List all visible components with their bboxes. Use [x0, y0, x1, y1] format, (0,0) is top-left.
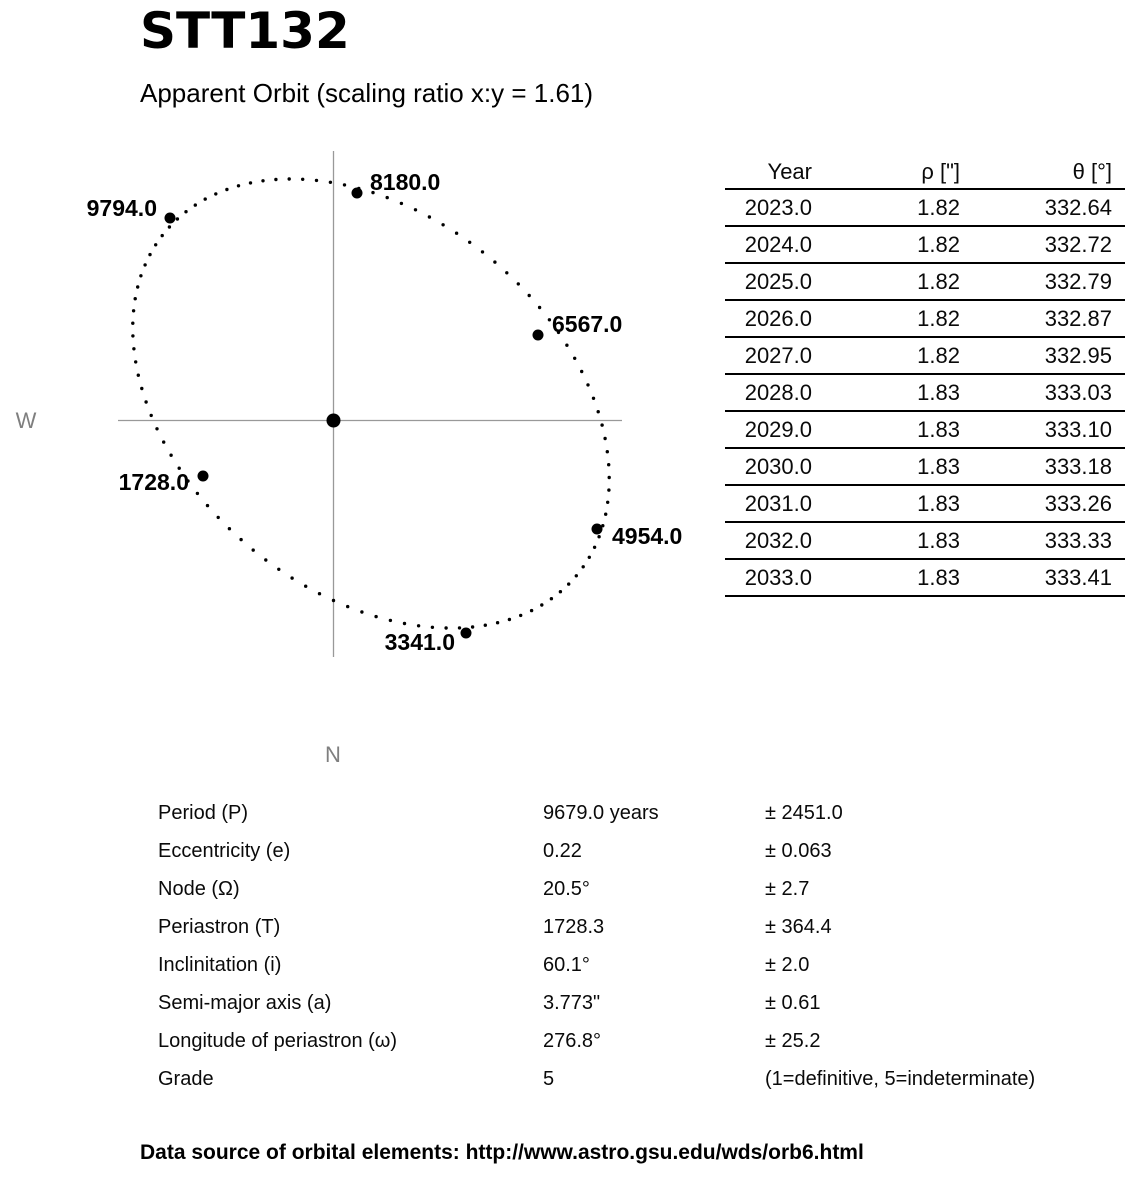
table-cell: 332.95	[973, 337, 1125, 374]
orbit-dot	[304, 585, 307, 588]
table-cell: 2025.0	[725, 263, 825, 300]
orbit-dot	[155, 427, 158, 430]
orbit-dot	[134, 297, 137, 300]
orbit-dot	[604, 513, 607, 516]
orbit-dot	[176, 217, 179, 220]
orbit-dot	[274, 178, 277, 181]
element-row	[0, 1022, 1141, 1060]
table-cell: 332.64	[973, 189, 1125, 226]
epoch-dot	[533, 330, 544, 341]
orbit-dot	[559, 590, 562, 593]
orbit-dot	[329, 181, 332, 184]
orbit-dot	[607, 488, 610, 491]
element-label: Grade	[158, 1068, 214, 1090]
element-error: ± 364.4	[765, 916, 832, 938]
table-row	[725, 263, 1125, 300]
table-cell: 333.41	[973, 559, 1125, 596]
element-label: Semi-major axis (a)	[158, 992, 332, 1014]
element-row	[0, 870, 1141, 908]
element-error: ± 0.063	[765, 840, 832, 862]
data-source-note: Data source of orbital elements: http://www.astro.gsu.edu/wds/orb6.html	[140, 1141, 864, 1164]
orbit-dot	[290, 576, 293, 579]
orbit-dot	[131, 322, 134, 325]
orbit-dot	[508, 618, 511, 621]
epoch-markers	[87, 169, 683, 655]
table-cell: 2027.0	[725, 337, 825, 374]
epoch-dot	[352, 188, 363, 199]
page-subtitle: Apparent Orbit (scaling ratio x:y = 1.61)	[140, 78, 594, 108]
orbit-dot	[496, 621, 499, 624]
table-cell: 2033.0	[725, 559, 825, 596]
orbit-dot	[148, 253, 151, 256]
table-cell: 1.82	[825, 337, 973, 374]
table-row	[725, 522, 1125, 559]
element-label: Longitude of periastron (ω)	[158, 1030, 398, 1052]
orbit-dot	[228, 527, 231, 530]
orbit-dot	[400, 202, 403, 205]
orbit-dot	[606, 501, 609, 504]
orbit-dot	[249, 181, 252, 184]
epoch-label: 1728.0	[118, 469, 189, 495]
orbit-dot	[575, 574, 578, 577]
orbit-dot	[573, 357, 576, 360]
orbit-dot	[154, 243, 157, 246]
element-error: ± 25.2	[765, 1030, 821, 1052]
orbit-dot	[360, 610, 363, 613]
page-title: STT132	[140, 2, 350, 60]
table-cell: 332.87	[973, 300, 1125, 337]
orbit-dot	[144, 400, 147, 403]
orbit-dot	[217, 516, 220, 519]
table-cell: 333.03	[973, 374, 1125, 411]
orbit-dot	[458, 626, 461, 629]
orbit-dot	[607, 463, 610, 466]
element-value: 0.22	[543, 840, 582, 862]
orbit-dot	[593, 546, 596, 549]
orbit-dot	[332, 599, 335, 602]
table-cell: 1.83	[825, 522, 973, 559]
table-cell: 1.82	[825, 189, 973, 226]
orbit-dot	[169, 454, 172, 457]
table-cell: 332.79	[973, 263, 1125, 300]
orbit-dot	[389, 619, 392, 622]
orbit-dot	[264, 558, 267, 561]
element-row	[0, 984, 1141, 1022]
orbit-dot	[481, 250, 484, 253]
orbit-dot	[239, 538, 242, 541]
orbit-dot	[519, 614, 522, 617]
orbit-dot	[471, 625, 474, 628]
orbit-dot	[606, 450, 609, 453]
element-error: (1=definitive, 5=indeterminate)	[765, 1068, 1036, 1090]
epoch-label: 6567.0	[552, 311, 623, 337]
element-row	[0, 794, 1141, 832]
table-cell: 2024.0	[725, 226, 825, 263]
orbit-dot	[592, 397, 595, 400]
element-error: ± 0.61	[765, 992, 821, 1014]
orbit-dot	[403, 622, 406, 625]
orbit-dot	[538, 306, 541, 309]
table-cell: 333.10	[973, 411, 1125, 448]
table-header-row	[725, 156, 1125, 189]
orbit-dot	[608, 476, 611, 479]
table-cell: 2028.0	[725, 374, 825, 411]
table-cell: 1.83	[825, 485, 973, 522]
orbit-dot	[261, 179, 264, 182]
table-cell: 2029.0	[725, 411, 825, 448]
table-row	[725, 337, 1125, 374]
table-cell: 1.83	[825, 559, 973, 596]
orbit-dot	[143, 263, 146, 266]
element-row	[0, 908, 1141, 946]
orbit-dot	[417, 624, 420, 627]
orbit-dot	[204, 197, 207, 200]
element-label: Node (Ω)	[158, 878, 240, 900]
orbit-dot	[132, 309, 135, 312]
orbit-dot	[315, 179, 318, 182]
orbit-dot	[162, 440, 165, 443]
orbit-dot	[301, 178, 304, 181]
orbit-dot	[517, 282, 520, 285]
orbit-dot	[139, 274, 142, 277]
ephemeris-table-body	[725, 189, 1125, 596]
element-value: 9679.0 years	[543, 802, 659, 824]
orbit-dot	[441, 223, 444, 226]
primary-star-dot	[327, 414, 341, 428]
element-error: ± 2.0	[765, 954, 810, 976]
table-cell: 1.83	[825, 374, 973, 411]
orbit-dot	[414, 208, 417, 211]
orbit-dot	[346, 605, 349, 608]
table-row	[725, 411, 1125, 448]
orbit-dot	[600, 423, 603, 426]
ephemeris-table	[725, 156, 1125, 597]
orbit-dot	[484, 624, 487, 627]
orbit-dot	[140, 387, 143, 390]
epoch-label: 9794.0	[86, 195, 157, 221]
epoch-dot	[461, 628, 472, 639]
orbit-dot	[586, 383, 589, 386]
table-cell: 2026.0	[725, 300, 825, 337]
epoch-label: 8180.0	[370, 169, 441, 195]
element-value: 5	[543, 1068, 555, 1090]
table-row	[725, 559, 1125, 596]
orbit-dot	[588, 556, 591, 559]
orbit-dot	[540, 603, 543, 606]
orbit-dot	[597, 535, 600, 538]
column-header-year: Year	[725, 156, 825, 189]
table-row	[725, 448, 1125, 485]
orbit-dot	[528, 294, 531, 297]
orbit-dot	[134, 360, 137, 363]
orbit-dot	[567, 582, 570, 585]
orbit-dots	[131, 177, 611, 629]
table-cell: 332.72	[973, 226, 1125, 263]
orbit-dot	[137, 374, 140, 377]
orbit-dot	[194, 203, 197, 206]
orbit-dot	[455, 232, 458, 235]
orbital-elements-list	[0, 794, 1141, 1098]
orbit-dot	[288, 177, 291, 180]
table-cell: 2030.0	[725, 448, 825, 485]
table-cell: 2031.0	[725, 485, 825, 522]
table-row	[725, 300, 1125, 337]
orbit-dot	[580, 370, 583, 373]
orbit-dot	[550, 597, 553, 600]
element-error: ± 2.7	[765, 878, 810, 900]
element-row	[0, 832, 1141, 870]
orbit-dot	[252, 548, 255, 551]
orbit-dot	[131, 334, 134, 337]
table-cell: 333.18	[973, 448, 1125, 485]
element-value: 60.1°	[543, 954, 590, 976]
epoch-dot	[198, 471, 209, 482]
orbit-dot	[565, 344, 568, 347]
table-row	[725, 226, 1125, 263]
orbit-dot	[237, 184, 240, 187]
element-label: Eccentricity (e)	[158, 840, 291, 862]
element-label: Inclinitation (i)	[158, 954, 282, 976]
epoch-label: 3341.0	[384, 629, 455, 655]
orbit-dot	[196, 492, 199, 495]
orbit-dot	[603, 437, 606, 440]
orbit-dot	[582, 565, 585, 568]
orbit-dot	[225, 188, 228, 191]
column-header-theta: θ [°]	[973, 156, 1125, 189]
table-row	[725, 374, 1125, 411]
table-cell: 1.83	[825, 448, 973, 485]
table-cell: 2032.0	[725, 522, 825, 559]
orbit-dot	[505, 271, 508, 274]
orbit-dot	[386, 196, 389, 199]
orbit-dot	[428, 215, 431, 218]
table-cell: 1.82	[825, 300, 973, 337]
table-cell: 333.33	[973, 522, 1125, 559]
orbit-dot	[530, 609, 533, 612]
orbit-dot	[597, 410, 600, 413]
orbit-dot	[318, 592, 321, 595]
orbit-dot	[161, 234, 164, 237]
orbit-dot	[206, 504, 209, 507]
element-value: 1728.3	[543, 916, 605, 938]
orbit-dot	[184, 210, 187, 213]
table-cell: 2023.0	[725, 189, 825, 226]
table-row	[725, 485, 1125, 522]
orbit-dot	[214, 192, 217, 195]
table-row	[725, 189, 1125, 226]
element-label: Period (P)	[158, 802, 249, 824]
orbit-dot	[132, 347, 135, 350]
orbit-dot	[150, 414, 153, 417]
element-value: 276.8°	[543, 1030, 602, 1052]
table-cell: 1.82	[825, 226, 973, 263]
orbit-dot	[493, 260, 496, 263]
element-value: 3.773"	[543, 992, 601, 1014]
epoch-label: 4954.0	[612, 523, 683, 549]
table-cell: 1.82	[825, 263, 973, 300]
orbit-dot	[343, 183, 346, 186]
orbit-dot	[374, 615, 377, 618]
orbit-dot	[548, 318, 551, 321]
element-error: ± 2451.0	[765, 802, 843, 824]
orbit-dot	[136, 285, 139, 288]
element-label: Periastron (T)	[158, 916, 281, 938]
epoch-dot	[592, 524, 603, 535]
compass-west-label: W	[15, 408, 37, 433]
orbit-dot	[468, 241, 471, 244]
table-cell: 333.26	[973, 485, 1125, 522]
column-header-rho: ρ ["]	[825, 156, 973, 189]
compass-north-label: N	[325, 742, 341, 767]
epoch-dot	[165, 213, 176, 224]
element-value: 20.5°	[543, 878, 590, 900]
element-row	[0, 1060, 1141, 1098]
table-cell: 1.83	[825, 411, 973, 448]
orbit-dot	[168, 225, 171, 228]
element-row	[0, 946, 1141, 984]
orbit-dot	[277, 568, 280, 571]
